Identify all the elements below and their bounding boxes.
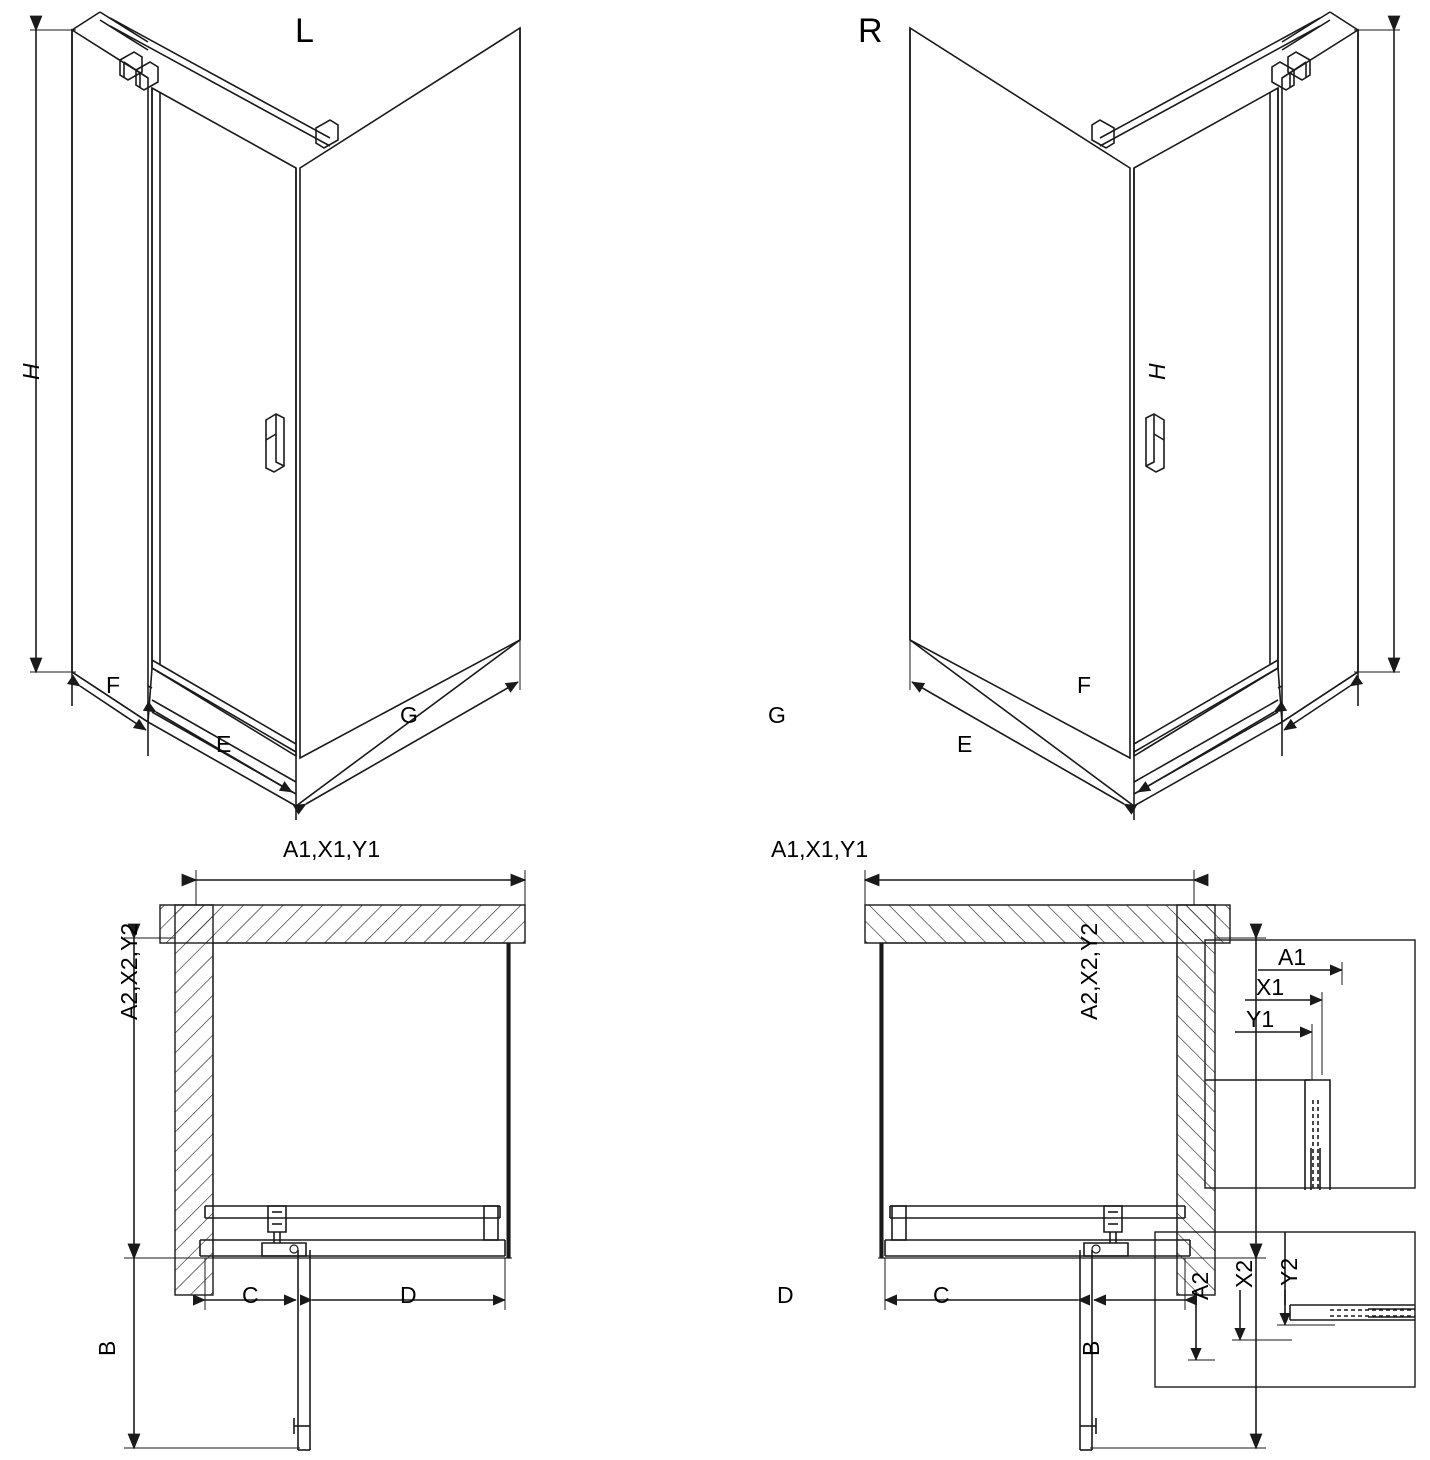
detail-top-group [1205, 940, 1415, 1190]
plan-right-label-c: C [933, 1282, 950, 1308]
iso-right-label-g: G [768, 702, 786, 728]
detail-top-label-y1: Y1 [1246, 1006, 1275, 1032]
iso-right-group [910, 12, 1400, 820]
view-title-left: L [295, 12, 314, 50]
plan-left-label-c: C [242, 1282, 259, 1308]
plan-left-group [124, 870, 525, 1450]
detail-top-label-a1: A1 [1278, 944, 1307, 970]
view-title-right: R [858, 12, 883, 50]
plan-right-top-dim: A1,X1,Y1 [771, 836, 869, 862]
iso-left-group [30, 12, 520, 820]
iso-left-label-e: E [216, 731, 232, 757]
iso-right-label-f: F [1077, 672, 1092, 698]
plan-right-group [865, 870, 1266, 1450]
detail-top-label-x1: X1 [1256, 974, 1285, 1000]
iso-left-label-f: F [106, 672, 121, 698]
plan-right-label-d: D [777, 1282, 794, 1308]
iso-right-label-e: E [957, 731, 973, 757]
plan-left-label-d: D [400, 1282, 417, 1308]
plan-left-top-dim: A1,X1,Y1 [283, 836, 381, 862]
iso-left-label-g: G [400, 702, 418, 728]
technical-drawing-page: L R H H F E G G E F A1,X1,Y1 A1,X1,Y1 A2,X2,Y2 A2,X2,Y2 C D B D C B A1 X1 Y1 A2 X2 Y2 [0, 0, 1430, 1460]
